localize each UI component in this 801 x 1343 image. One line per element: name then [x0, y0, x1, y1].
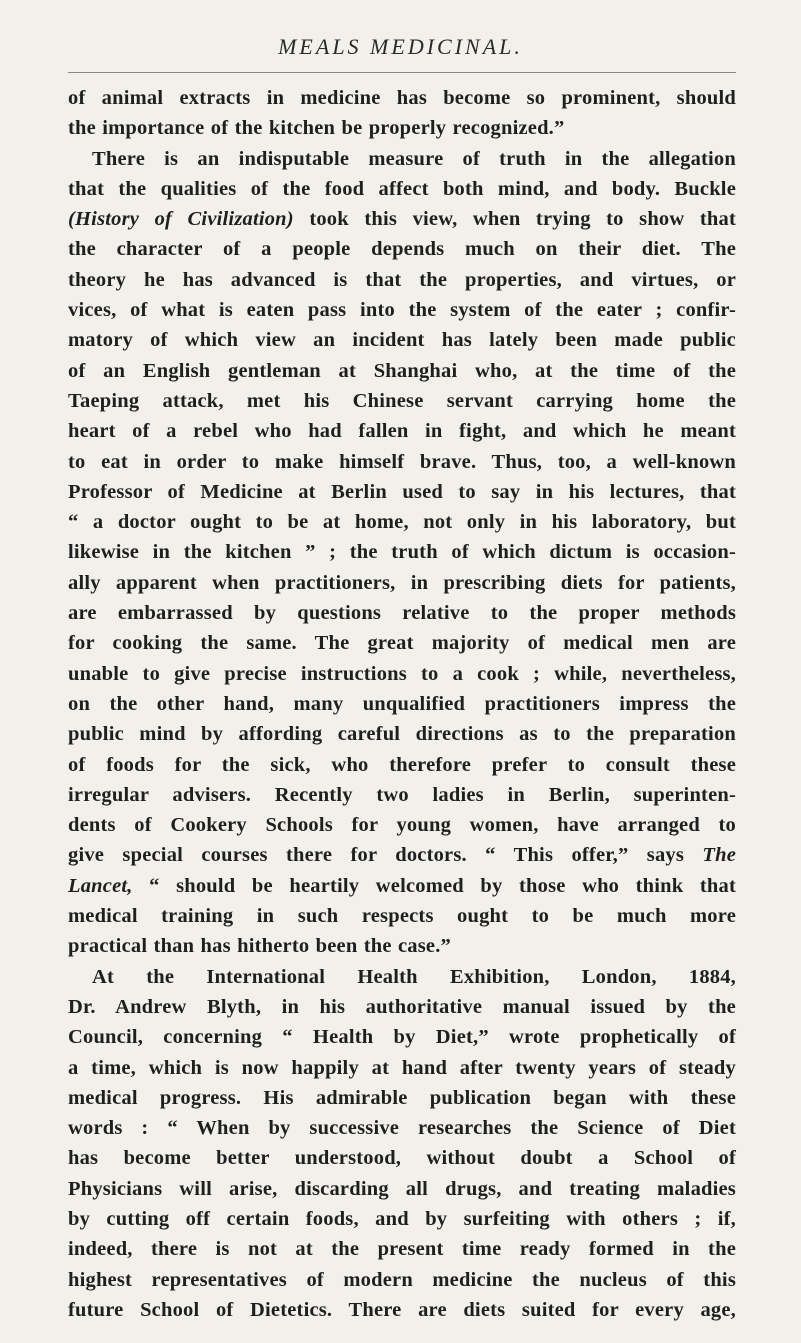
text-line — [68, 1265, 736, 1295]
text-line — [68, 628, 736, 658]
text-segment: indeed, there is not at the present time ready formed in the — [68, 1238, 736, 1261]
text-line — [68, 840, 736, 870]
text-line — [68, 871, 736, 901]
text-line — [68, 568, 736, 598]
text-segment: irregular advisers. Recently two ladies in Berlin, superinten- — [68, 783, 736, 806]
text-line — [68, 386, 736, 416]
text-line — [68, 295, 736, 325]
text-line — [68, 356, 736, 386]
text-segment: There is an indisputable measure of truth in the allegation — [92, 147, 736, 170]
text-line — [68, 780, 736, 810]
text-line — [68, 174, 736, 204]
text-line — [68, 477, 736, 507]
text-segment: that the qualities of the food affect both mind, and body. Buckle — [68, 177, 736, 200]
text-line — [68, 234, 736, 264]
text-line — [68, 1143, 736, 1173]
text-segment: the character of a people depends much on their diet. The — [68, 238, 736, 261]
text-segment: the importance of the kitchen be properly recognized.” — [68, 117, 565, 140]
text-segment: medical training in such respects ought to be much more — [68, 905, 736, 928]
text-segment: Taeping attack, met his Chinese servant carrying home the — [68, 389, 736, 412]
text-segment: of an English gentleman at Shanghai who, at the time of the — [68, 359, 736, 382]
text-line — [68, 750, 736, 780]
text-segment: public mind by affording careful directions as to the preparation — [68, 723, 736, 746]
text-segment: for cooking the same. The great majority of medical men are — [68, 632, 736, 655]
text-line — [68, 416, 736, 446]
text-segment: heart of a rebel who had fallen in fight, and which he meant — [68, 420, 736, 443]
header-rule — [68, 72, 736, 73]
text-segment: “ a doctor ought to be at home, not only in his laboratory, but — [68, 511, 736, 534]
text-segment: by cutting off certain foods, and by surfeiting with others ; if, — [68, 1207, 736, 1230]
text-segment: give special courses there for doctors. “ This offer,” says — [68, 844, 703, 867]
text-segment: on the other hand, many unqualified practitioners impress the — [68, 692, 736, 715]
text-segment: unable to give precise instructions to a cook ; while, nevertheless, — [68, 662, 736, 685]
text-segment: “ should be heartily welcomed by those who think that — [132, 874, 736, 897]
text-segment: of foods for the sick, who therefore prefer to consult these — [68, 753, 736, 776]
text-segment: of animal extracts in medicine has become so prominent, should — [68, 87, 736, 109]
text-segment: At the International Health Exhibition, London, 1884, — [92, 965, 736, 988]
text-line — [68, 1174, 736, 1204]
text-segment: to eat in order to make himself brave. Thus, too, a well-known — [68, 450, 736, 473]
text-line — [68, 507, 736, 537]
text-line — [68, 144, 736, 174]
text-line — [68, 113, 736, 143]
text-segment: has become better understood, without doubt a School of — [68, 1147, 736, 1170]
text-line — [68, 325, 736, 355]
text-line — [68, 901, 736, 931]
text-line — [68, 83, 736, 113]
text-line — [68, 931, 736, 961]
text-segment: theory he has advanced is that the properties, and virtues, or — [68, 268, 736, 291]
text-line — [68, 962, 736, 992]
text-segment: practical than has hitherto been the case.” — [68, 935, 451, 958]
text-segment: matory of which view an incident has lately been made public — [68, 329, 736, 352]
text-line — [68, 1234, 736, 1264]
text-segment: medical progress. His admirable publication began with these — [68, 1086, 736, 1109]
text-segment: Dr. Andrew Blyth, in his authoritative manual issued by the — [68, 995, 736, 1018]
text-line — [68, 689, 736, 719]
text-line — [68, 598, 736, 628]
text-segment: a time, which is now happily at hand after twenty years of steady — [68, 1056, 736, 1079]
text-segment: vices, of what is eaten pass into the system of the eater ; confir- — [68, 299, 736, 322]
text-segment: ally apparent when practitioners, in prescribing diets for patients, — [68, 571, 736, 594]
text-line — [68, 1053, 736, 1083]
italic-text: (History of Civilization) — [68, 208, 294, 231]
text-line — [68, 810, 736, 840]
text-segment: Physicians will arise, discarding all drugs, and treating maladies — [68, 1177, 736, 1200]
page-body-text — [68, 83, 736, 1325]
text-line — [68, 537, 736, 567]
italic-text: Lancet, — [68, 874, 133, 897]
text-segment: likewise in the kitchen ” ; the truth of which dictum is occasion- — [68, 541, 736, 564]
text-line — [68, 204, 736, 234]
text-line — [68, 992, 736, 1022]
text-line — [68, 1113, 736, 1143]
text-line — [68, 265, 736, 295]
text-line — [68, 719, 736, 749]
text-segment: took this view, when trying to show that — [293, 208, 736, 231]
text-line — [68, 1022, 736, 1052]
text-segment: Council, concerning “ Health by Diet,” wrote prophetically of — [68, 1026, 736, 1049]
italic-text: The — [702, 844, 736, 867]
text-segment: future School of Dietetics. There are diets suited for every age, — [68, 1298, 736, 1321]
text-segment: highest representatives of modern medicine the nucleus of this — [68, 1268, 736, 1291]
text-segment: are embarrassed by questions relative to the proper methods — [68, 602, 736, 625]
text-segment: Professor of Medicine at Berlin used to say in his lectures, that — [68, 480, 736, 503]
text-line — [68, 1083, 736, 1113]
text-line — [68, 659, 736, 689]
text-line — [68, 447, 736, 477]
text-line — [68, 1204, 736, 1234]
running-header: MEALS MEDICINAL. — [278, 34, 523, 59]
text-segment: words : “ When by successive researches the Science of Diet — [68, 1117, 736, 1140]
text-segment: dents of Cookery Schools for young women, have arranged to — [68, 814, 736, 837]
text-line — [68, 1295, 736, 1325]
